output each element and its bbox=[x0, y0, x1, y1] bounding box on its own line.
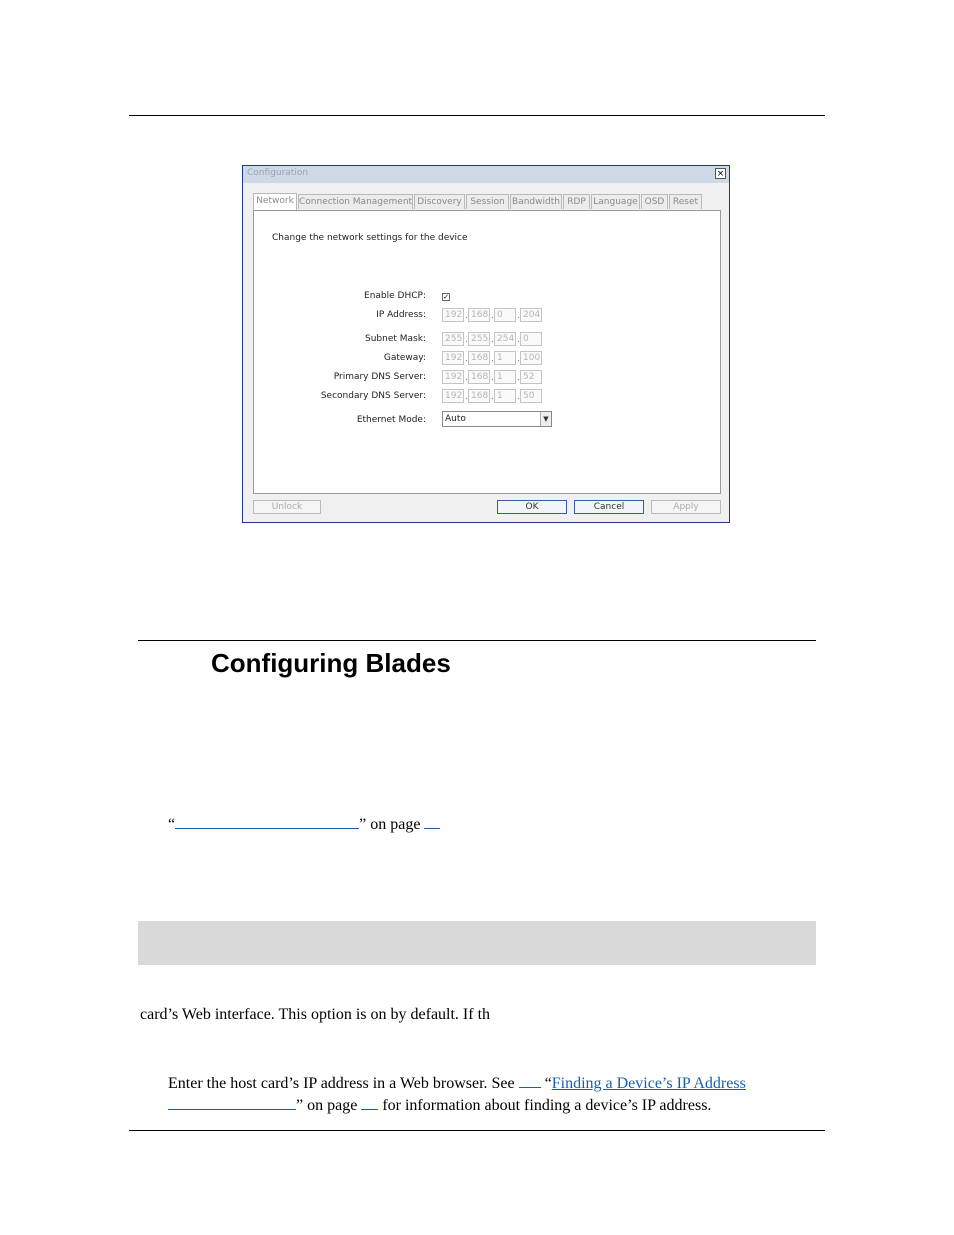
unlock-button[interactable]: Unlock bbox=[253, 500, 321, 514]
mask-octet-1[interactable]: 255 bbox=[442, 332, 464, 346]
reference-link[interactable] bbox=[175, 812, 359, 829]
tab-session[interactable]: Session bbox=[466, 194, 509, 209]
see-reference-link[interactable] bbox=[519, 1071, 541, 1088]
tab-language[interactable]: Language bbox=[591, 194, 640, 209]
cancel-button[interactable]: Cancel bbox=[574, 500, 644, 514]
tab-discovery[interactable]: Discovery bbox=[414, 194, 465, 209]
link-continuation[interactable] bbox=[168, 1093, 296, 1110]
dhcp-checkbox[interactable]: ✓ bbox=[443, 293, 449, 301]
tab-network[interactable]: Network bbox=[253, 193, 297, 210]
step-line-1: Enter the host card’s IP address in a Web browser. See “Finding a Device’s IP Address bbox=[168, 1071, 746, 1093]
gateway-label: Gateway: bbox=[383, 353, 426, 363]
footer-rule bbox=[129, 1130, 825, 1131]
ethernet-mode-select[interactable] bbox=[442, 411, 552, 427]
mask-octet-2[interactable]: 255 bbox=[468, 332, 490, 346]
dhcp-label: Enable DHCP: bbox=[364, 291, 426, 301]
reference-line: “ ” on page bbox=[168, 812, 440, 834]
dns2-octet-4[interactable]: 50 bbox=[520, 389, 542, 403]
apply-button[interactable]: Apply bbox=[651, 500, 721, 514]
dialog-title-bar bbox=[243, 166, 729, 183]
tab-bandwidth[interactable]: Bandwidth bbox=[510, 194, 562, 209]
dialog-title: Configuration bbox=[247, 168, 309, 178]
dns2-octet-1[interactable]: 192 bbox=[442, 389, 464, 403]
mask-label: Subnet Mask: bbox=[365, 334, 426, 344]
finding-ip-link[interactable]: Finding a Device’s IP Address bbox=[551, 1075, 746, 1092]
tab-reset[interactable]: Reset bbox=[669, 194, 702, 209]
gateway-octet-1[interactable]: 192 bbox=[442, 351, 464, 365]
step-page-number-link[interactable] bbox=[361, 1093, 378, 1110]
page-number-link[interactable] bbox=[424, 812, 440, 829]
ip-label: IP Address: bbox=[376, 310, 426, 320]
header-rule bbox=[129, 115, 825, 116]
section-heading: Configuring Blades bbox=[211, 648, 451, 678]
ethernet-mode-value: Auto bbox=[445, 414, 466, 424]
chevron-down-icon[interactable]: ▼ bbox=[540, 412, 551, 426]
dns2-octet-2[interactable]: 168 bbox=[468, 389, 490, 403]
tab-connection-management[interactable]: Connection Management bbox=[298, 194, 413, 209]
mask-octet-3[interactable]: 254 bbox=[494, 332, 516, 346]
dns2-octet-3[interactable]: 1 bbox=[494, 389, 516, 403]
tab-rdp[interactable]: RDP bbox=[563, 194, 590, 209]
configuration-dialog bbox=[242, 165, 730, 523]
panel-description: Change the network settings for the device bbox=[272, 233, 468, 243]
dns2-label: Secondary DNS Server: bbox=[320, 391, 426, 401]
step-line-2: ” on page for information about finding a device’s IP address. bbox=[168, 1093, 711, 1115]
ip-octet-4[interactable]: 204 bbox=[520, 308, 542, 322]
section-rule bbox=[138, 640, 816, 641]
tab-osd[interactable]: OSD bbox=[641, 194, 668, 209]
paragraph-fragment: card’s Web interface. This option is on by default. If th bbox=[140, 1006, 491, 1023]
gateway-octet-4[interactable]: 100 bbox=[520, 351, 542, 365]
dns1-octet-3[interactable]: 1 bbox=[494, 370, 516, 384]
mask-octet-4[interactable]: 0 bbox=[520, 332, 542, 346]
dns1-label: Primary DNS Server: bbox=[333, 372, 426, 382]
dns1-octet-4[interactable]: 52 bbox=[520, 370, 542, 384]
ip-octet-1[interactable]: 192 bbox=[442, 308, 464, 322]
ethernet-mode-label: Ethernet Mode: bbox=[356, 415, 426, 425]
dns1-octet-1[interactable]: 192 bbox=[442, 370, 464, 384]
gateway-octet-3[interactable]: 1 bbox=[494, 351, 516, 365]
ip-octet-2[interactable]: 168 bbox=[468, 308, 490, 322]
note-bar bbox=[138, 921, 816, 965]
ip-octet-3[interactable]: 0 bbox=[494, 308, 516, 322]
ok-button[interactable]: OK bbox=[497, 500, 567, 514]
close-icon[interactable]: × bbox=[716, 169, 725, 179]
network-panel: Change the network settings for the device Enable DHCP: ✓ IP Address: 192 . 168 . 0 . 204 Subnet Mask: 255 . 255 . 254 . 0 Gateway: 192 . 168 . 1 . 100 Primary DNS Server: 192 . 168 . 1 . 52 Secondary DNS Server: 192 . 168 . 1 . 50 Ethernet Mode: Auto ▼ bbox=[253, 210, 721, 494]
gateway-octet-2[interactable]: 168 bbox=[468, 351, 490, 365]
dns1-octet-2[interactable]: 168 bbox=[468, 370, 490, 384]
